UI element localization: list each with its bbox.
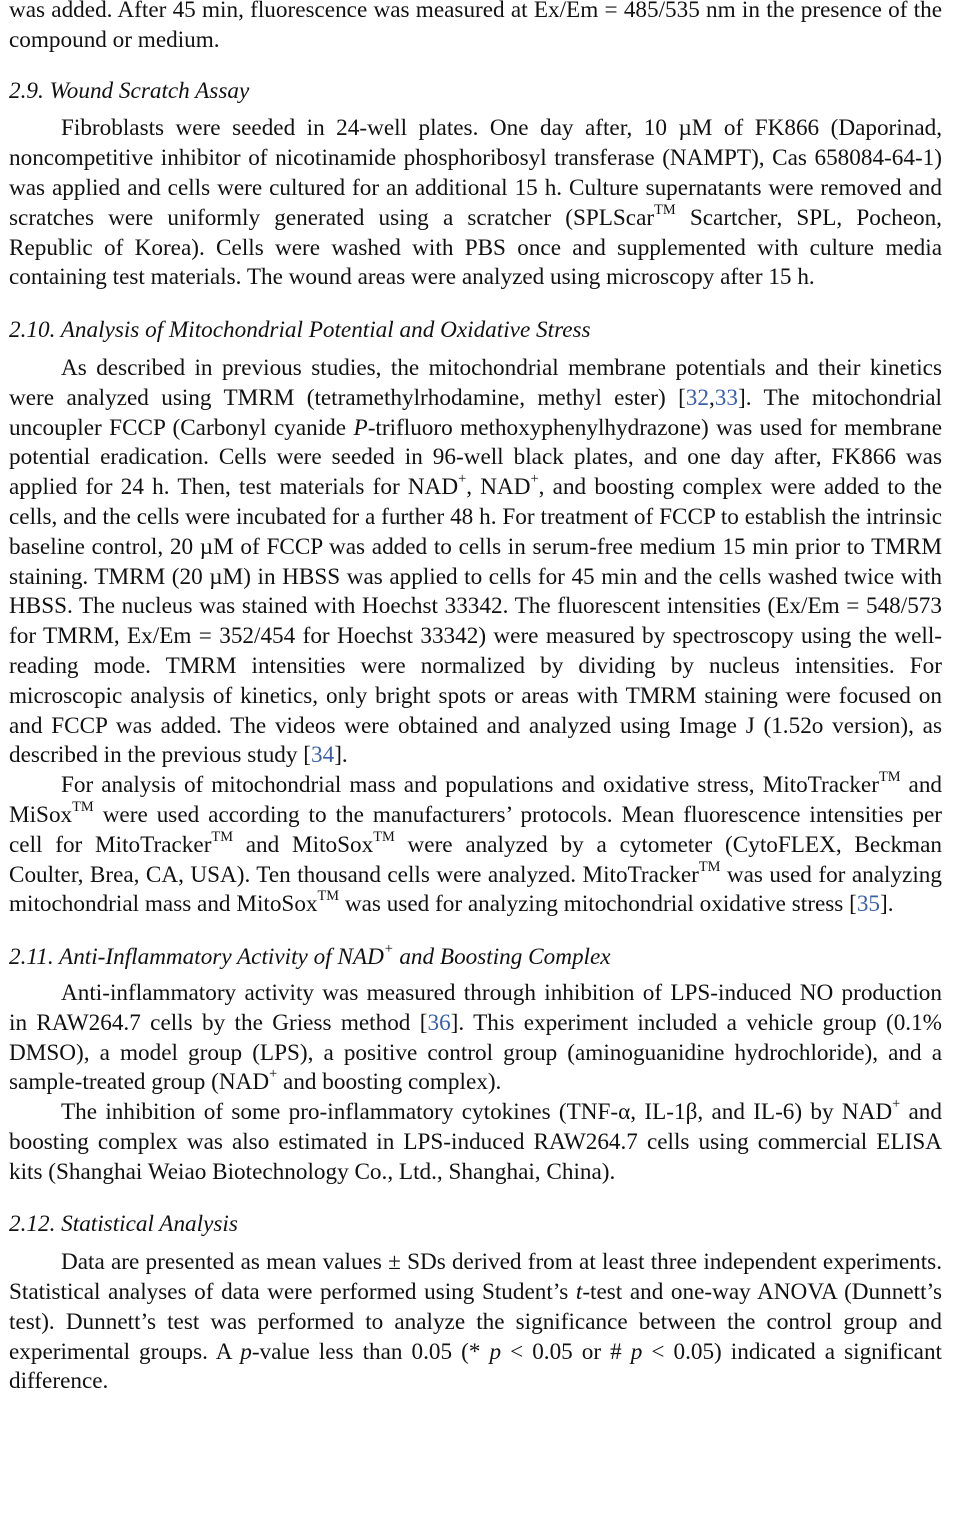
citation-link-33[interactable]: 33 <box>714 384 738 411</box>
paragraph-cytokines: The inhibition of some pro-inflammatory cytokines (TNF-α, IL-1β, and IL-6) by NAD+ and boosting complex was also estimated in LPS-induced RAW264.7 cells using commercial ELISA kits (Shanghai Weiao Biotechnology Co., Ltd., Shanghai, China). <box>9 1096 942 1185</box>
citation-link-35[interactable]: 35 <box>856 891 880 918</box>
citation-link-34[interactable]: 34 <box>311 742 335 769</box>
paragraph-wound-scratch: Fibroblasts were seeded in 24-well plates. One day after, 10 µM of FK866 (Daporinad, noncompetitive inhibitor of nicotinamide phosphoribosyl transferase (NAMPT), Cas 658084-64-1) was applied and cells were cultured for an additional 15 h. Culture supernatants were removed and scratches were uniformly generated using a scratcher (SPLScar™ Scartcher, SPL, Pocheon, Republic of Korea). Cells were washed with PBS once and supplemented with culture media containing test materials. The wound areas were analyzed using microscopy after 15 h. <box>9 115 942 291</box>
section-heading-2-12: 2.12. Statistical Analysis <box>9 1211 238 1238</box>
section-heading-2-10: 2.10. Analysis of Mitochondrial Potential and Oxidative Stress <box>9 317 591 344</box>
citation-link-36[interactable]: 36 <box>427 1009 451 1036</box>
continued-paragraph: was added. After 45 min, fluorescence was measured at Ex/Em = 485/535 nm in the presence of the compound or medium. <box>9 0 942 53</box>
paragraph-statistical-analysis: Data are presented as mean values ± SDs derived from at least three independent experiments. Statistical analyses of data were performed using Student’s t-test and one-way ANOVA (Dunnett’s test). Dunnett’s test was performed to analyze the significance between the control group and experimental groups. A p-value less than 0.05 (* p < 0.05 or # p < 0.05) indicated a significant difference. <box>9 1249 942 1395</box>
citation-link-32[interactable]: 32 <box>685 384 709 411</box>
paragraph-mitochondrial-mass: For analysis of mitochondrial mass and populations and oxidative stress, MitoTracker™ and MiSox™ were used according to the manufacturers’ protocols. Mean fluorescence intensities per cell for MitoTracker™ and MitoSox™ were analyzed by a cytometer (CytoFLEX, Beckman Coulter, Brea, CA, USA). Ten thousand cells were analyzed. MitoTracker™ was used for analyzing mitochondrial mass and MitoSox™ was used for analyzing mitochondrial oxidative stress [35]. <box>9 769 943 918</box>
paragraph-mitochondrial-potential: As described in previous studies, the mitochondrial membrane potentials and their kinetics were analyzed using TMRM (tetramethylrhodamine, methyl ester) [32,33]. The mitochondrial uncoupler FCCP (Carbonyl cyanide P-trifluoro methoxyphenylhydrazone) was used for membrane potential eradication. Cells were seeded in 96-well black plates, and one day after, FK866 was applied for 24 h. Then, test materials for NAD+, NAD+, and boosting complex were added to the cells, and the cells were incubated for a further 48 h. For treatment of FCCP to establish the intrinsic baseline control, 20 µM of FCCP was added to cells in serum-free medium 15 min prior to TMRM staining. TMRM (20 µM) in HBSS was applied to cells for 45 min and the cells washed twice with HBSS. The nucleus was stained with Hoechst 33342. The fluorescent intensities (Ex/Em = 548/573 for TMRM, Ex/Em = 352/454 for Hoechst 33342) were measured by spectroscopy using the well-reading mode. TMRM intensities were normalized by dividing by nucleus intensities. For microscopic analysis of kinetics, only bright spots or areas with TMRM staining were focused on and FCCP was added. The videos were obtained and analyzed using Image J (1.52o version), as described in the previous study [34]. <box>9 354 942 769</box>
section-heading-2-9: 2.9. Wound Scratch Assay <box>9 77 250 104</box>
section-heading-2-11: 2.11. Anti-Inflammatory Activity of NAD+ and Boosting Complex <box>9 941 611 971</box>
paragraph-anti-inflammatory: Anti-inflammatory activity was measured through inhibition of LPS-induced NO production in RAW264.7 cells by the Griess method [36]. This experiment included a vehicle group (0.1% DMSO), a model group (LPS), a positive control group (aminoguanidine hydrochloride), and a sample-treated group (NAD+ and boosting complex). <box>9 979 942 1096</box>
